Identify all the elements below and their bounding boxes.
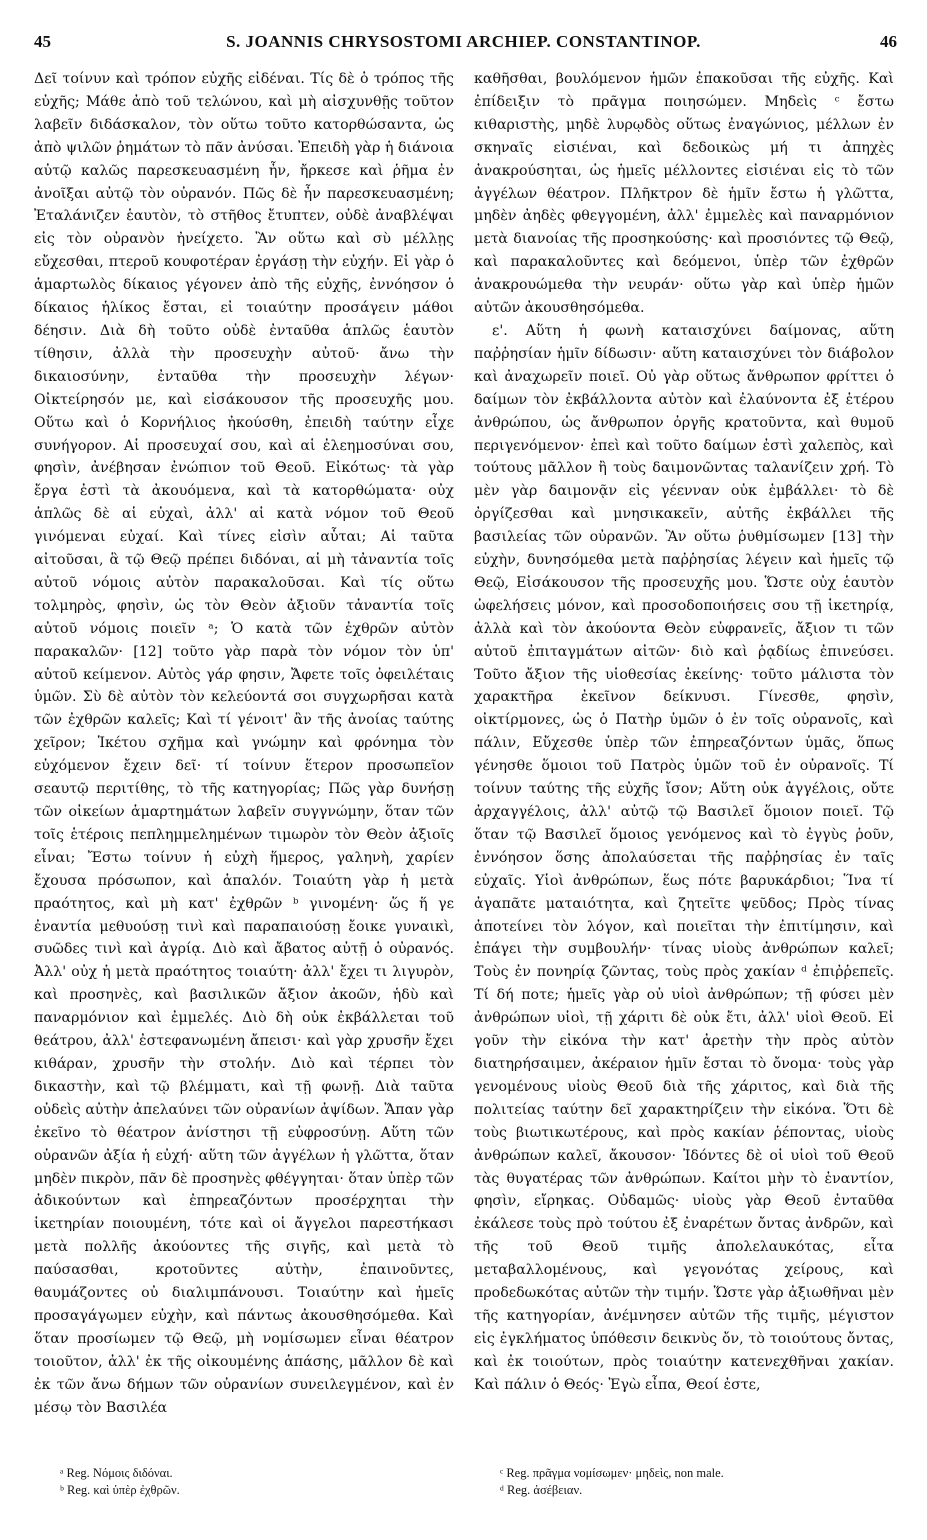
footnote: ᵃ Reg. Νόμοις διδόναι. — [60, 1466, 173, 1480]
footnote: ᶜ Reg. πρᾶγμα νομίσωμεν· μηδεὶς, non male. — [500, 1466, 724, 1480]
paragraph: Δεῖ τοίνυν καὶ τρόπον εὐχῆς εἰδέναι. Τίς δὲ ὁ τρόπος τῆς εὐχῆς; Μάθε ἀπὸ τοῦ τελώνου, καὶ μὴ αἰσχυνθῇς τοῦτον λαβεῖν διδάσκαλον, τὸν οὕτω τοῦτο κατορθώσαντα, ὡς ἀπὸ ψιλῶν ῥημάτων τὸ πᾶν ἀνύσαι. Ἐπειδὴ γὰρ ἡ διάνοια αὐτῷ καλῶς παρεσκευασμένη ἦν, ἤρκεσε καὶ ῥῆμα ἐν ἀνοῖξαι αὐτῷ τὸν οὐρανόν. Πῶς δὲ ἦν παρεσκευασμένη; Ἐταλάνιζεν ἑαυτὸν, τὸ στῆθος ἔτυπτεν, οὐδὲ ἀναβλέψαι εἰς τὸν οὐρανὸν ἠνείχετο. Ἂν οὕτω καὶ σὺ μέλλῃς εὔχεσθαι, πτεροῦ κουφοτέραν ἐργάσῃ τὴν εὐχήν. Εἰ γὰρ ὁ ἁμαρτωλὸς δίκαιος γέγονεν ἀπὸ τῆς εὐχῆς, ἐννόησον ὁ δίκαιος ἡλίκος ἔσται, εἰ τοιαύτην προσάγειν μάθοι δέησιν. Διὰ δὴ τοῦτο οὐδὲ ἐνταῦθα ἁπλῶς ἑαυτὸν τίθησιν, ἀλλὰ τὴν προσευχὴν αὐτοῦ· ἄνω τὴν δικαιοσύνην, ἐνταῦθα τὴν προσευχὴν λέγων· Οἰκτείρησόν με, καὶ εἰσάκουσον τῆς προσευχῆς μου. Οὕτω καὶ ὁ Κορνήλιος ἠκούσθη, ἐπειδὴ ταύτην εἶχε συνήγορον. Αἱ προσευχαί σου, καὶ αἱ ἐλεημοσύναι σου, φησὶν, ἀνέβησαν ἐνώπιον τοῦ Θεοῦ. Εἰκότως· τὰ γὰρ ἔργα ἐστὶ τὰ ἀκουόμενα, καὶ τὰ κατορθώματα· οὐχ ἁπλῶς δὲ αἱ εὐχαὶ, ἀλλ' αἱ κατὰ νόμον τοῦ Θεοῦ γινόμεναι εὐχαί. Καὶ τίνες εἰσὶν αὗται; Αἱ ταῦτα αἰτοῦσαι, ἃ τῷ Θεῷ πρέπει διδόναι, αἱ μὴ τἀναντία τοῖς αὐτοῦ νόμοις αὐτὸν παρακαλοῦσαι. Καὶ τίς οὕτω τολμηρὸς, φησὶν, ὡς τὸν Θεὸν ἀξιοῦν τἀναντία τοῖς αὐτοῦ νόμοις ποιεῖν ᵃ; Ὁ κατὰ τῶν ἐχθρῶν αὐτὸν παρακαλῶν· [12] τοῦτο γὰρ παρὰ τὸν νόμον τὸν ὑπ' αὐτοῦ κείμενον. Αὐτὸς γάρ φησιν, Ἄφετε τοῖς ὀφειλέταις ὑμῶν. Σὺ δὲ αὐτὸν τὸν κελεύοντά σοι συγχωρῆσαι κατὰ τῶν ἐχθρῶν καλεῖς; Καὶ τί γένοιτ' ἂν τῆς ἀνοίας ταύτης χεῖρον; Ἱκέτου σχῆμα καὶ γνώμην καὶ φρόνημα τὸν εὐχόμενον ἔχειν δεῖ· τί τοίνυν ἕτερον προσωπεῖον σεαυτῷ περιτίθης, τὸ τῆς κατηγορίας; Πῶς γὰρ δυνήσῃ τῶν οἰκείων ἁμαρτημάτων λαβεῖν συγγνώμην, ὅταν τῶν τοῖς ἑτέροις πεπλημμελημένων τιμωρὸν τὸν Θεὸν ἀξιοῖς εἶναι; Ἔστω τοίνυν ἡ εὐχὴ ἥμερος, γαληνὴ, χαρίεν ἔχουσα πρόσωπον, καὶ ἁπαλόν. Τοιαύτη γὰρ ἡ μετὰ πραότητος, καὶ μὴ κατ' ἐχθρῶν ᵇ γινομένη· ὥς ἥ γε ἐναντία μεθυούσῃ τινὶ καὶ παραπαιούσῃ ἔοικε γυναικὶ, συῶδες τινὶ καὶ ἀγρίᾳ. Διὸ καὶ ἄβατος αὐτῇ ὁ οὐρανός. Ἀλλ' οὐχ ἡ μετὰ πραότητος τοιαύτη· ἀλλ' ἔχει τι λιγυρὸν, καὶ προσηνὲς, καὶ βασιλικῶν ἄξιον ἀκοῶν, ἡδὺ καὶ παναρμόνιον καὶ ἐμμελές. Διὸ δὴ οὐκ ἐκβάλλεται τοῦ θεάτρου, ἀλλ' ἐστεφανωμένη ἄπεισι· καὶ γὰρ χρυσῆν ἔχει κιθάραν, χρυσῆν τὴν στολήν. Διὸ καὶ τέρπει τὸν δικαστὴν, καὶ τῷ βλέμματι, καὶ τῇ φωνῇ. Διὰ ταῦτα οὐδεὶς αὐτὴν ἀπελαύνει τῶν οὐρανίων ἀψίδων. Ἅπαν γὰρ ἐκεῖνο τὸ θέατρον ἀνίστησι τῇ εὐφροσύνῃ. Αὕτη τῶν οὐρανῶν ἀξία ἡ εὐχή· αὕτη τῶν ἀγγέλων ἡ γλῶττα, ὅταν μηδὲν πικρὸν, πᾶν δὲ προσηνὲς φθέγγηται· ὅταν ὑπὲρ τῶν ἀδικούντων καὶ ἐπηρεαζόντων προσέρχηται τὴν ἱκετηρίαν ποιουμένη, τότε καὶ οἱ ἄγγελοι παρεστήκασι μετὰ πολλῆς ἀκούοντες τῆς σιγῆς, καὶ μετὰ τὸ παύσασθαι, κροτοῦντες αὐτὴν, ἐπαινοῦντες, θαυμάζοντες οὐ διαλιμπάνουσι. Τοιαύτην καὶ ἡμεῖς προσαγάγωμεν εὐχὴν, καὶ πάντως ἀκουσθησόμεθα. Καὶ ὅταν προσίωμεν τῷ Θεῷ, μὴ νομίσωμεν εἶναι θέατρον τοιοῦτον, ἀλλ' ἐκ τῆς οἰκουμένης ἁπάσης, μᾶλλον δὲ καὶ ἐκ τῶν ἄνω δήμων τῶν οὐρανίων συνειλεγμένον, καὶ ἐν μέσῳ τὸν Βασιλέα — [34, 71, 454, 1416]
right-column — [474, 68, 894, 1397]
page-number-left: 45 — [34, 32, 51, 51]
page-number-right: 46 — [880, 32, 897, 51]
running-title: S. JOANNIS CHRYSOSTOMI ARCHIEP. CONSTANTINOP. — [226, 32, 701, 51]
left-column — [34, 68, 454, 1419]
footnote: ᵈ Reg. ἀσέβειαν. — [500, 1483, 583, 1497]
page-header — [0, 32, 927, 58]
paragraph: καθῆσθαι, βουλόμενον ἡμῶν ἐπακοῦσαι τῆς εὐχῆς. Καὶ ἐπίδειξιν τὸ πρᾶγμα ποιησώμεν. Μηδεὶς ᶜ ἔστω κιθαριστὴς, μηδὲ λυρῳδὸς οὕτως ἐναγώνιος, μέλλων ἐν σκηναῖς εἰσιέναι, καὶ δεδοικὼς μή τι ἀπηχὲς ἀνακρούσηται, ὡς ἡμεῖς μέλλοντες εἰσιέναι εἰς τὸ τῶν ἀγγέλων θέατρον. Πλῆκτρον δὲ ἡμῖν ἔστω ἡ γλῶττα, μηδὲν ἀηδὲς φθεγγομένη, ἀλλ' ἐμμελὲς καὶ παναρμόνιον μετὰ διανοίας τῆς προσηκούσης· καὶ προσιόντες τῷ Θεῷ, καὶ παρακαλοῦντες καὶ δεόμενοι, ὑπὲρ τῶν ἐχθρῶν ἀνακρουώμεθα τὴν νευράν· οὕτω γὰρ καὶ ὑπὲρ ἡμῶν αὐτῶν ἀκουσθησόμεθα. — [474, 71, 894, 317]
footnotes-left — [60, 1465, 480, 1499]
footnote: ᵇ Reg. καὶ ὑπὲρ ἐχθρῶν. — [60, 1483, 180, 1497]
paragraph: ε'. Αὕτη ἡ φωνὴ καταισχύνει δαίμονας, αὕτη παῤῥησίαν ἡμῖν δίδωσιν· αὕτη καταισχύνει τὸν διάβολον καὶ ἀναχωρεῖν ποιεῖ. Οὐ γὰρ οὕτως ἄνθρωπον φρίττει ὁ δαίμων τὸν ἐκβάλλοντα αὐτὸν καὶ ἐλαύνοντα ἐξ ἑτέρου ἀνθρώπου, ὡς ἄνθρωπον ὀργῆς κρατοῦντα, καὶ θυμοῦ περιγενόμενον· ἐπεὶ καὶ τοῦτο δαίμων ἐστὶ χαλεπὸς, καὶ τούτους μᾶλλον ἢ τοὺς δαιμονῶντας ταλανίζειν χρή. Τὸ μὲν γὰρ δαιμονᾷν εἰς γέενναν οὐκ ἐμβάλλει· τὸ δὲ ὀργίζεσθαι καὶ μνησικακεῖν, αὐτῆς ἐκβάλλει τῆς βασιλείας τῶν οὐρανῶν. Ἂν οὕτω ῥυθμίσωμεν [13] τὴν εὐχὴν, δυνησόμεθα μετὰ παῤῥησίας λέγειν καὶ ἡμεῖς τῷ Θεῷ, Εἰσάκουσον τῆς προσευχῆς μου. Ὥστε οὐχ ἑαυτὸν ὠφελήσεις μόνον, καὶ προσοδοποιήσεις σου τῇ ἱκετηρίᾳ, ἀλλὰ καὶ τὸν ἀκούοντα Θεὸν εὐφρανεῖς, ἄξιον τι τῶν αὐτοῦ ἐπιταγμάτων αἰτῶν· διὸ καὶ ῥᾳδίως ἐπινεύσει. Τοῦτο ἄξιον τῆς υἱοθεσίας ἐκείνης· τοῦτο μάλιστα τὸν χαρακτῆρα ἐκεῖνον δείκνυσι. Γίνεσθε, φησὶν, οἰκτίρμονες, ὡς ὁ Πατὴρ ὑμῶν ὁ ἐν τοῖς οὐρανοῖς, καὶ πάλιν, Εὔχεσθε ὑπὲρ τῶν ἐπηρεαζόντων ὑμᾶς, ὅπως γένησθε ὅμοιοι τοῦ Πατρὸς ὑμῶν τοῦ ἐν οὐρανοῖς. Τί τοίνυν ταύτης τῆς εὐχῆς ἴσον; Αὕτη οὐκ ἀγγέλοις, οὔτε ἀρχαγγέλοις, ἀλλ' αὐτῷ τῷ Βασιλεῖ ὅμοιον ποιεῖ. Τῷ ὅταν τῷ Βασιλεῖ ὅμοιος γενόμενος καὶ τὸ ἐγγὺς ῥοῦν, ἐννόησον ὅσης ἀπολαύσεται τῆς παῤῥησίας ἐν ταῖς εὐχαῖς. Υἱοὶ ἀνθρώπων, ἕως πότε βαρυκάρδιοι; Ἵνα τί ἀγαπᾶτε ματαιότητα, καὶ ζητεῖτε ψεῦδος; Πρὸς τίνας ἀποτείνει τὸν λόγον, καὶ ποιεῖται τὴν ἐπιτίμησιν, καὶ ἐπάγει τὴν συμβουλήν· τίνας υἱοὺς ἀνθρώπων καλεῖ; Τοὺς ἐν πονηρίᾳ ζῶντας, τοὺς πρὸς χακίαν ᵈ ἐπιῤῥεπεῖς. Τί δή ποτε; ἡμεῖς γὰρ οὐ υἱοὶ ἀνθρώπων; τῇ φύσει μὲν ἀνθρώπων υἱοὶ, τῇ χάριτι δὲ οὐκ ἔτι, ἀλλ' υἱοὶ Θεοῦ. Εἰ γοῦν τὴν εἰκόνα τὴν κατ' ἀρετὴν τὴν πρὸς αὐτὸν διατηρήσαιμεν, ἀκέραιον ἡμῖν ἔσται τὸ ὄνομα· τοὺς γὰρ γενομένους υἱοὺς Θεοῦ διὰ τῆς χάριτος, καὶ διὰ τῆς πολιτείας ταύτην δεῖ χαρακτηρίζειν τὴν εἰκόνα. Ὅτι δὲ τοὺς βιωτικωτέρους, καὶ πρὸς κακίαν ῥέποντας, υἱοὺς ἀνθρώπων καλεῖ, ἄκουσον· Ἰδόντες δὲ οἱ υἱοὶ τοῦ Θεοῦ τὰς θυγατέρας τῶν ἀνθρώπων. Καίτοι μὴν τὸ ἐναντίον, φησὶν, εἴρηκας. Οὐδαμῶς· υἱοὺς γὰρ Θεοῦ ἐνταῦθα ἐκάλεσε τοὺς πρὸ τούτου ἐξ ἐναρέτων ὄντας ἀνδρῶν, καὶ τῆς τοῦ Θεοῦ τιμῆς ἀπολελαυκότας, εἶτα μεταβαλλομένους, καὶ γεγονότας χείρους, καὶ προδεδωκότας αὐτῶν τὴν τιμήν. Ὥστε γὰρ ἀξιωθῆναι μὲν τῆς κατηγορίαν, ἀνέμνησεν αὐτῶν τῆς τιμῆς, μέγιστον εἰς ἐγκλήματος ὑπόθεσιν δεικνὺς ὄν, τὸ τοιούτους ὄντας, καὶ ἐκ τοιούτων, πρὸς τοιαύτην κατενεχθῆναι χακίαν. Καὶ πάλιν ὁ Θεός· Ἐγὼ εἶπα, Θεοί ἐστε, — [474, 322, 894, 1393]
footnotes-right — [500, 1465, 920, 1499]
